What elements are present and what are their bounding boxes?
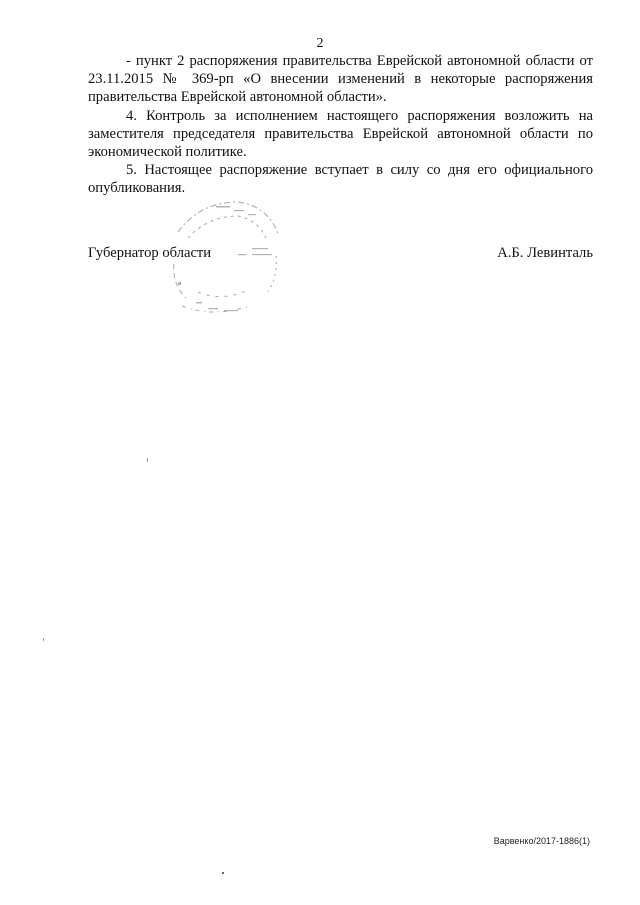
scan-speck xyxy=(147,458,148,462)
scan-speck xyxy=(222,872,224,874)
paragraph-clause-5: 5. Настоящее распоряжение вступает в силу со дня его официального опубликования. xyxy=(88,162,593,197)
document-body xyxy=(88,52,593,198)
page-number: 2 xyxy=(316,36,324,51)
signatory-title: Губернатор области xyxy=(88,245,212,261)
signatory-name: А.Б. Левинталь xyxy=(497,245,593,261)
scan-speck xyxy=(43,638,44,641)
paragraph-clause-4: 4. Контроль за исполнением настоящего распоряжения возложить на заместителя председателя правительства Еврейской автономной области по экономической политике. xyxy=(88,107,593,161)
footer-reference: Варвенко/2017-1886(1) xyxy=(493,836,590,846)
paragraph-clause-2: - пункт 2 распоряжения правительства Еврейской автономной области от 23.11.2015 № 369-рп «О внесении изменений в некоторые распоряжения правительства Еврейской автономной области». xyxy=(88,53,593,106)
